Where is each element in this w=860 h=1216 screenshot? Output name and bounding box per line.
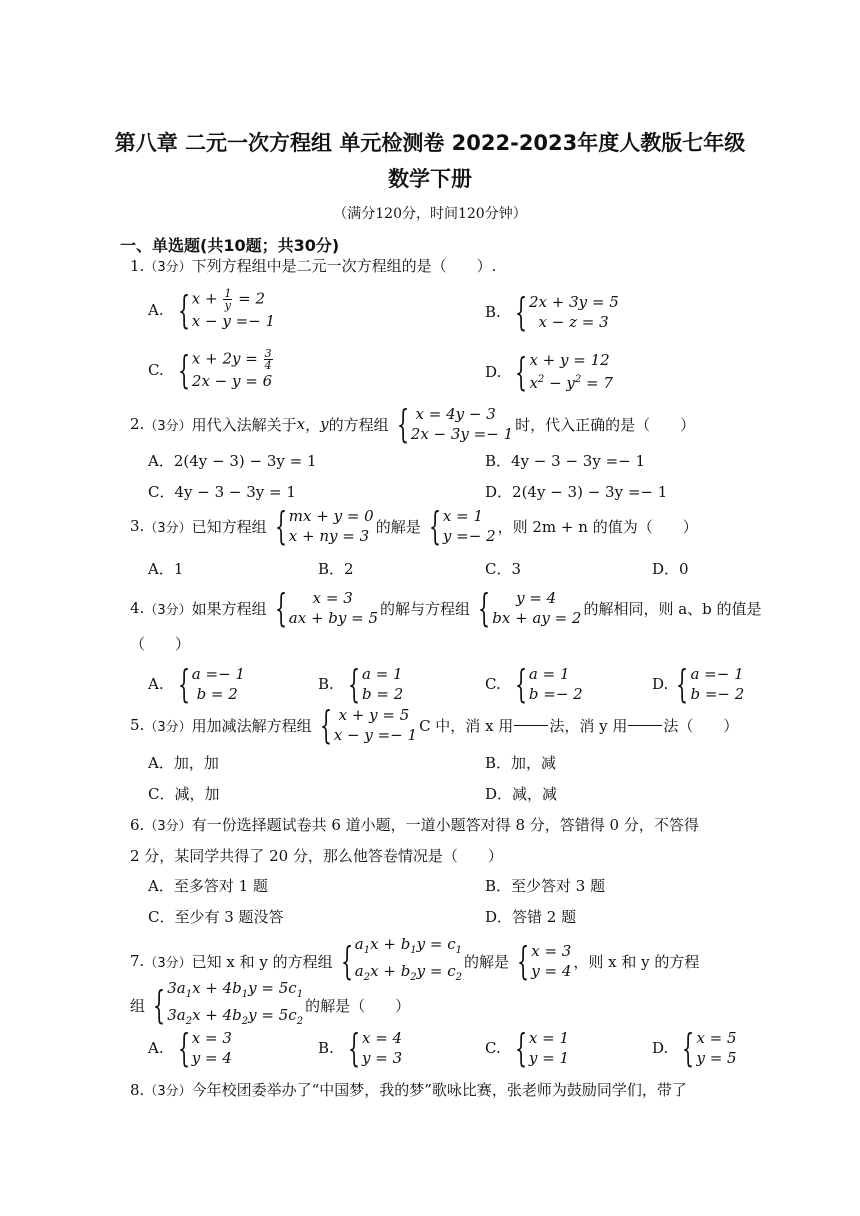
equation-system: { x = 4y − 3 2x − 3y =− 1 xyxy=(396,402,514,446)
q6-option-a[interactable]: A．至多答对 1 题 xyxy=(148,877,268,895)
question-3 xyxy=(130,506,698,546)
question-7-line2 xyxy=(130,978,410,1032)
question-text: 用加减法解方程组 xyxy=(191,716,312,735)
q7-option-d[interactable] xyxy=(652,1028,739,1068)
equation-system: { 2x + 3y = 5 x − z = 3 xyxy=(514,290,619,334)
question-text: 的解是（ ） xyxy=(305,996,411,1015)
exam-info: （满分120分，时间120分钟） xyxy=(333,206,527,222)
equation-system: { x + 2y = $\frac{3}{4}$ 2x − y = 6 xyxy=(177,347,273,392)
question-score: （3分） xyxy=(144,260,192,275)
page-title: 第八章 二元一次方程组 单元检测卷 2022-2023年度人教版七年级 xyxy=(114,131,746,155)
option-label: C. xyxy=(485,675,501,693)
question-text: 如果方程组 xyxy=(191,599,267,618)
option-label: A. xyxy=(148,300,164,319)
solution-system: { a =− 1 b =− 2 xyxy=(676,662,745,706)
q4-option-b[interactable] xyxy=(318,664,405,704)
section-heading: 一、单选题(共10题；共30分) xyxy=(120,236,340,255)
q4-option-a[interactable] xyxy=(148,664,247,704)
equation-system: { x = 3 ax + by = 5 xyxy=(274,586,379,630)
question-score: （3分） xyxy=(144,520,192,536)
q2-option-b[interactable]: B．4y − 3 − 3y =− 1 xyxy=(485,452,646,470)
q4-option-d[interactable] xyxy=(652,664,746,704)
option-label: D. xyxy=(652,675,669,693)
question-text: 有一份选择题试卷共 6 道小题，一道小题答对得 8 分，答错得 0 分，不答得 xyxy=(191,816,699,834)
q7-option-b[interactable] xyxy=(318,1028,404,1068)
q2-option-d[interactable]: D．2(4y − 3) − 3y =− 1 xyxy=(485,483,668,501)
question-score: （3分） xyxy=(144,955,192,971)
question-score: （3分） xyxy=(144,418,192,434)
option-label: B. xyxy=(318,1039,334,1057)
question-number: 5. xyxy=(130,716,145,734)
q2-option-c[interactable]: C．4y − 3 − 3y = 1 xyxy=(148,483,296,501)
question-number: 7. xyxy=(130,952,145,970)
option-label: B. xyxy=(318,675,334,693)
equation-system: { mx + y = 0 x + ny = 3 xyxy=(274,504,374,548)
question-number: 4. xyxy=(130,599,145,617)
question-text: 的解是 xyxy=(464,952,510,971)
q3-option-d[interactable]: D．0 xyxy=(652,560,689,578)
q6-option-d[interactable]: D．答错 2 题 xyxy=(485,908,577,926)
var-x: x xyxy=(296,415,306,433)
q6-option-b[interactable]: B．至少答对 3 题 xyxy=(485,877,606,895)
equation-system: { x + y = 5 x − y =− 1 xyxy=(319,703,418,747)
equation-system: { y = 4 bx + ay = 2 xyxy=(478,586,582,630)
option-label: D. xyxy=(652,1039,669,1057)
answer-blank[interactable] xyxy=(514,725,548,726)
solution-system: { x = 5 y = 5 xyxy=(682,1026,737,1070)
question-number: 1. xyxy=(130,257,145,275)
question-6-line2: 2 分，某同学共得了 20 分，那么他答卷情况是（ ） xyxy=(130,847,503,865)
var-y: y xyxy=(320,415,329,433)
question-6 xyxy=(130,814,699,835)
question-text: 法，消 y 用 xyxy=(549,716,628,735)
option-label: A. xyxy=(148,1039,164,1057)
option-label: D. xyxy=(485,362,502,381)
question-1 xyxy=(130,255,496,276)
q1-option-a[interactable] xyxy=(148,288,277,331)
solution-system: { x = 3 y = 4 xyxy=(517,939,572,983)
question-text: 下列方程组中是二元一次方程组的是（ ）. xyxy=(191,257,497,275)
q1-option-c[interactable] xyxy=(148,348,276,391)
option-label: B. xyxy=(485,303,501,321)
question-text: 法（ ） xyxy=(663,716,739,735)
option-label: C. xyxy=(485,1039,501,1057)
q3-option-c[interactable]: C．3 xyxy=(485,560,522,578)
question-number: 3. xyxy=(130,517,145,535)
question-8 xyxy=(130,1079,687,1100)
solution-system: { x = 1 y =− 2 xyxy=(428,504,496,548)
equation-system: { $3a_1x + 4b_1y = 5c_1$ $3a_2x + 4b_2y = 5c_2$ xyxy=(153,979,304,1027)
q3-option-a[interactable]: A．1 xyxy=(148,560,184,578)
question-text: 已知方程组 xyxy=(191,517,267,536)
q2-option-a[interactable]: A．2(4y − 3) − 3y = 1 xyxy=(148,452,317,470)
equation-system: { x + $\frac{1}{y}$ = 2 x − y =− 1 xyxy=(177,287,276,332)
q4-option-c[interactable] xyxy=(485,664,585,704)
option-label: A. xyxy=(148,675,164,693)
option-label: C. xyxy=(148,360,164,379)
q5-option-c[interactable]: C．减，加 xyxy=(148,785,220,803)
question-4 xyxy=(130,588,762,628)
solution-system: { a = 1 b =− 2 xyxy=(514,662,583,706)
solution-system: { a = 1 b = 2 xyxy=(347,662,404,706)
solution-system: { x = 1 y = 1 xyxy=(514,1026,570,1070)
q7-option-c[interactable] xyxy=(485,1028,571,1068)
q1-option-d[interactable] xyxy=(485,350,615,393)
question-text: 的方程组 xyxy=(328,415,389,434)
q5-option-a[interactable]: A．加，加 xyxy=(148,754,219,772)
question-score: （3分） xyxy=(144,819,192,834)
question-number: 2. xyxy=(130,415,145,433)
question-text: 组 xyxy=(130,996,146,1015)
q6-option-c[interactable]: C．至少有 3 题没答 xyxy=(148,908,284,926)
question-text: 今年校团委举办了“中国梦，我的梦”歌咏比赛，张老师为鼓励同学们，带了 xyxy=(191,1081,687,1099)
question-number: 8. xyxy=(130,1081,145,1099)
solution-system: { x = 3 y = 4 xyxy=(177,1026,232,1070)
question-text: 时，代入正确的是（ ） xyxy=(515,415,696,434)
equation-system: { $a_1x + b_1y = c_1$ $a_2x + b_2y = c_2$ xyxy=(340,935,463,983)
q3-option-b[interactable]: B．2 xyxy=(318,560,354,578)
question-2 xyxy=(130,404,695,444)
q5-option-b[interactable]: B．加，减 xyxy=(485,754,557,772)
q1-option-b[interactable] xyxy=(485,292,621,332)
q7-option-a[interactable] xyxy=(148,1028,234,1068)
question-number: 6. xyxy=(130,816,145,834)
answer-blank[interactable] xyxy=(628,725,662,726)
question-text: 的解是 xyxy=(375,517,421,536)
question-text: 的解相同，则 a、b 的值是 xyxy=(583,599,762,618)
question-text: C 中，消 x 用 xyxy=(419,716,514,735)
page-title-line2: 数学下册 xyxy=(388,167,472,191)
question-text: ，则 2m + n 的值为（ ） xyxy=(497,517,698,536)
question-score: （3分） xyxy=(144,602,192,618)
question-text: 已知 x 和 y 的方程组 xyxy=(191,952,333,971)
q5-option-d[interactable]: D．减，减 xyxy=(485,785,558,803)
question-text: ，则 x 和 y 的方程 xyxy=(573,952,700,971)
solution-system: { a =− 1 b = 2 xyxy=(177,662,245,706)
solution-system: { x = 4 y = 3 xyxy=(347,1026,403,1070)
question-text: 的解与方程组 xyxy=(380,599,471,618)
equation-system: { x + y = 12 $x^2 - y^2 = 7$ xyxy=(515,349,613,394)
punct: ， xyxy=(305,415,321,434)
question-5 xyxy=(130,705,738,745)
question-score: （3分） xyxy=(144,719,192,735)
question-score: （3分） xyxy=(144,1084,192,1099)
question-4-line2: （ ） xyxy=(130,635,191,653)
question-text: 用代入法解关于 xyxy=(191,415,297,434)
